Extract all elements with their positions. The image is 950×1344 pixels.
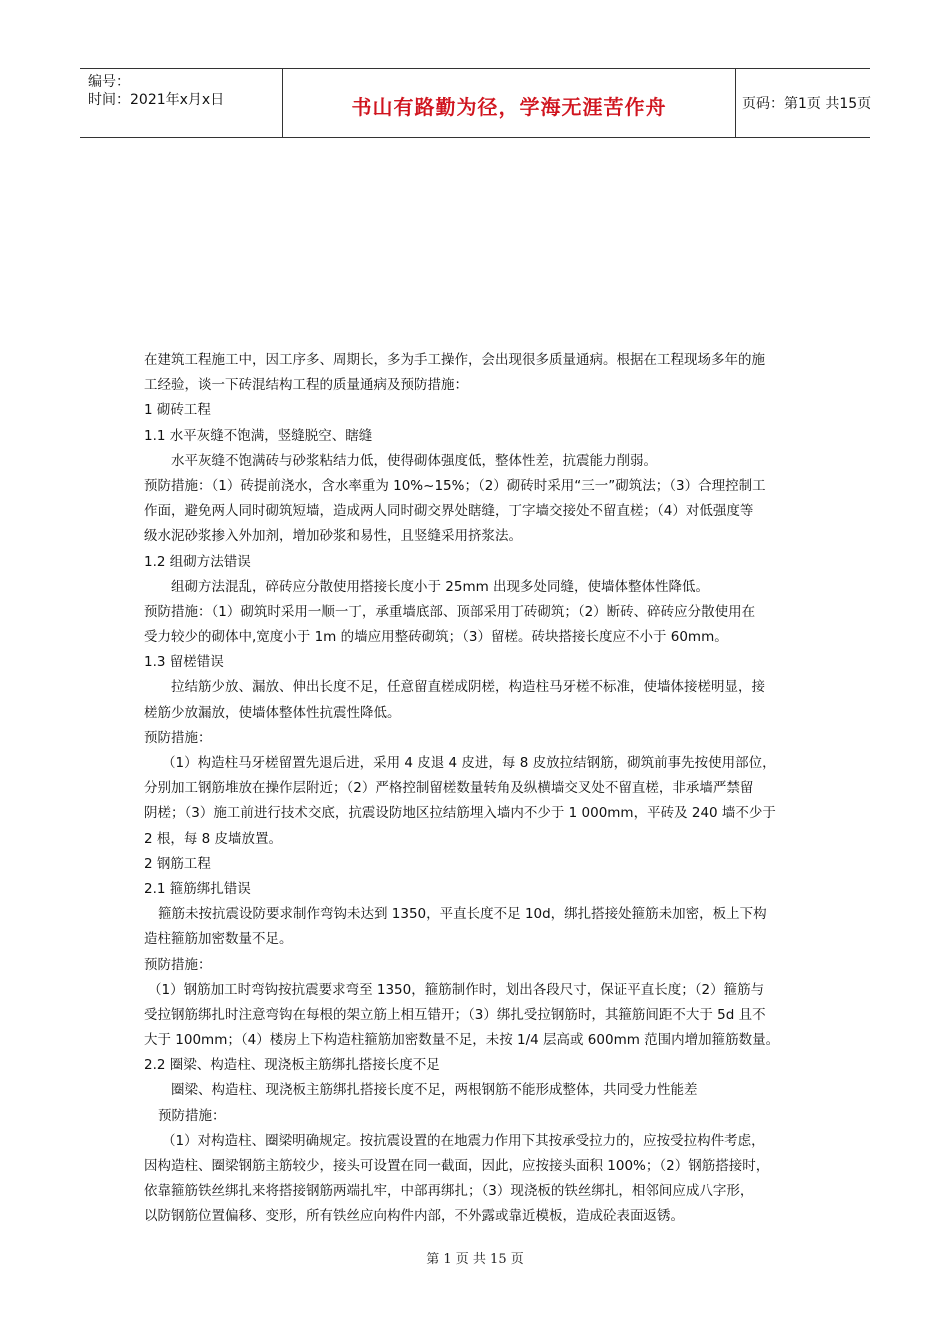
body-line: 大于 100mm；（4）楼房上下构造柱箍筋加密数量不足，未按 1/4 层高或 600mm 范围内增加箍筋数量。: [144, 1032, 780, 1049]
body-line: 受力较少的砌体中,宽度小于 1m 的墙应用整砖砌筑；（3）留槎。砖块搭接长度应不小于 60mm。: [144, 629, 728, 646]
body-line: 工经验，谈一下砖混结构工程的质量通病及预防措施：: [144, 377, 468, 394]
body-line: 组砌方法混乱，碎砖应分散使用搭接长度小于 25mm 出现多处同缝，使墙体整体性降低。: [171, 578, 710, 595]
body-line: 在建筑工程施工中，因工序多、周期长，多为手工操作，会出现很多质量通病。根据在工程现场多年的施: [144, 352, 765, 368]
document-header: [80, 68, 870, 138]
subsection-heading: 1.2 组砌方法错误: [144, 553, 251, 570]
body-line: 箍筋未按抗震设防要求制作弯钩未达到 1350，平直长度不足 10d，绑扎搭接处箍筋未加密，板上下构: [158, 906, 767, 923]
body-line: 作面，避免两人同时砌筑短墙，造成两人同时砌交界处瞎缝，丁字墙交接处不留直槎；（4）对低强度等: [144, 503, 754, 520]
body-line: 2 根，每 8 皮墙放置。: [144, 830, 283, 847]
body-line: 级水泥砂浆掺入外加剂，增加砂浆和易性，且竖缝采用挤浆法。: [144, 528, 522, 545]
doc-code-label: 编号：: [88, 74, 130, 90]
body-line: 预防措施：: [144, 956, 212, 973]
body-line: 以防钢筋位置偏移、变形，所有铁丝应向构件内部，不外露或靠近模板，造成砼表面返锈。: [144, 1208, 684, 1225]
body-line: 预防措施：: [144, 729, 212, 746]
body-line: （1）钢筋加工时弯钩按抗震要求弯至 1350，箍筋制作时，划出各段尺寸，保证平直长度；（2）箍筋与: [148, 981, 765, 998]
section-heading: 2 钢筋工程: [144, 855, 211, 872]
section-heading: 1 砌砖工程: [144, 402, 211, 419]
body-line: （1）构造柱马牙槎留置先退后进，采用 4 皮退 4 皮进，每 8 皮放拉结钢筋，砌筑前事先按使用部位，: [162, 755, 776, 771]
body-line: 依靠箍筋铁丝绑扎来将搭接钢筋两端扎牢，中部再绑扎；（3）现浇板的铁丝绑扎，相邻间应成八字形，: [144, 1183, 754, 1200]
subsection-heading: 1.3 留槎错误: [144, 654, 224, 671]
doc-date-label: 时间：2021年x月x日: [88, 92, 225, 108]
page-footer: 第 1 页 共 15 页: [426, 1252, 524, 1267]
body-line: 槎筋少放漏放，使墙体整体性抗震性降低。: [144, 704, 401, 721]
header-page-info: 页码：第1页 共15页: [742, 96, 872, 112]
body-line: 预防措施：（1）砌筑时采用一顺一丁，承重墙底部、顶部采用丁砖砌筑；（2）断砖、碎砖应分散使用在: [144, 603, 756, 620]
header-motto-cell: [282, 69, 736, 137]
subsection-heading: 1.1 水平灰缝不饱满，竖缝脱空、瞎缝: [144, 427, 373, 444]
subsection-heading: 2.2 圈梁、构造柱、现浇板主筋绑扎搭接长度不足: [144, 1057, 440, 1074]
header-meta: [80, 69, 280, 137]
body-line: （1）对构造柱、圈梁明确规定。按抗震设置的在地震力作用下其按承受拉力的，应按受拉构件考虑，: [162, 1132, 765, 1149]
subsection-heading: 2.1 箍筋绑扎错误: [144, 880, 251, 897]
body-line: 水平灰缝不饱满砖与砂浆粘结力低，使得砌体强度低，整体性差，抗震能力削弱。: [171, 452, 657, 469]
body-line: 造柱箍筋加密数量不足。: [144, 931, 293, 948]
body-line: 圈梁、构造柱、现浇板主筋绑扎搭接长度不足，两根钢筋不能形成整体，共同受力性能差: [171, 1082, 698, 1099]
body-line: 分别加工钢筋堆放在操作层附近；（2）严格控制留槎数量转角及纵横墙交叉处不留直槎，非承墙严禁留: [144, 780, 754, 797]
body-line: 因构造柱、圈梁钢筋主筋较少，接头可设置在同一截面，因此，应按接头面积 100%；（2）钢筋搭接时，: [144, 1158, 770, 1174]
body-line: 预防措施：: [158, 1107, 226, 1124]
document-body: [144, 348, 812, 1230]
body-line: 预防措施：（1）砖提前浇水，含水率重为 10%~15%；（2）砌砖时采用“三一”砌筑法；（3）合理控制工: [144, 477, 766, 494]
body-line: 阴槎；（3）施工前进行技术交底，抗震设防地区拉结筋埋入墙内不少于 1 000mm，平砖及 240 墙不少于: [144, 805, 776, 822]
header-motto: 书山有路勤为径，学海无涯苦作舟: [351, 95, 667, 119]
body-line: 拉结筋少放、漏放、伸出长度不足，任意留直槎成阴槎，构造柱马牙槎不标准，使墙体接槎明显，接: [171, 679, 765, 696]
body-line: 受拉钢筋绑扎时注意弯钩在每根的架立筋上相互错开；（3）绑扎受拉钢筋时，其箍筋间距不大于 5d 且不: [144, 1006, 766, 1023]
